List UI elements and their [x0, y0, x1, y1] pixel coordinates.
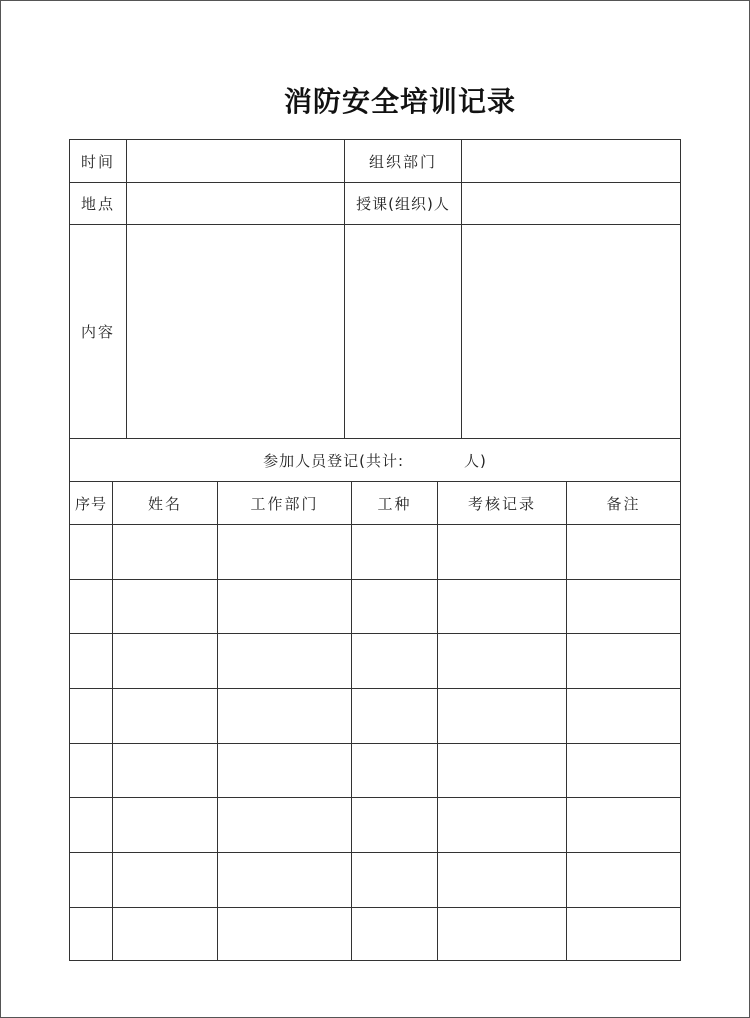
training-record-table [69, 139, 681, 961]
instructor-field[interactable] [462, 183, 680, 224]
time-label: 时间 [80, 152, 115, 171]
attendance-prefix: 参加人员登记(共计: [263, 451, 405, 470]
column-header-department: 工作部门 [250, 494, 319, 513]
content-label: 内容 [80, 323, 115, 341]
column-header-job-type: 工种 [377, 494, 412, 513]
content-field[interactable] [127, 225, 344, 438]
organizing-dept-field[interactable] [462, 140, 680, 182]
location-field[interactable] [127, 183, 344, 224]
column-header-name: 姓名 [147, 494, 182, 513]
attendance-summary [70, 439, 680, 481]
instructor-label: 授课(组织)人 [356, 195, 450, 213]
time-value-field[interactable] [127, 140, 344, 182]
column-header-remarks: 备注 [606, 494, 641, 513]
attendance-suffix: 人) [464, 451, 487, 470]
organizing-dept-label: 组织部门 [368, 152, 437, 171]
location-label: 地点 [80, 195, 115, 213]
column-header-index: 序号 [74, 494, 107, 513]
page-title: 消防安全培训记录 [283, 85, 516, 118]
column-header-assessment: 考核记录 [467, 494, 536, 513]
